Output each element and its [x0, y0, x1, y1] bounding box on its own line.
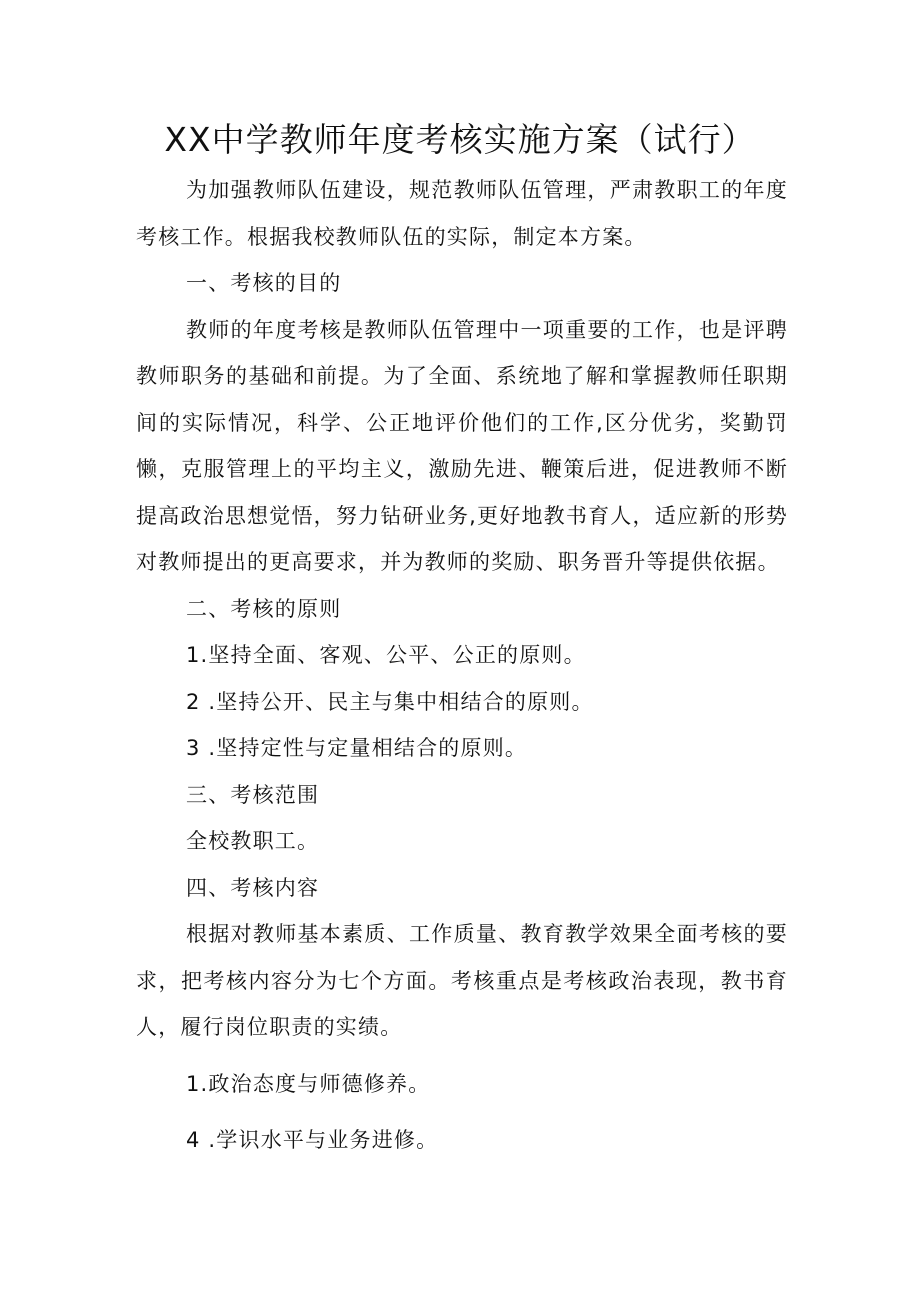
purpose-paragraph: 教师的年度考核是教师队伍管理中一项重要的工作，也是评聘教师职务的基础和前提。为了全面、系统地了解和掌握教师任职期间的实际情况，科学、公正地评价他们的工作,区分优劣，奖勤罚懒，克服管理上的平均主义，激励先进、鞭策后进，促进教师不断提高政治思想觉悟，努力钻研业务,更好地教书育人，适应新的形势对教师提出的更高要求，并为教师的奖励、职务晋升等提供依据。	[136, 317, 788, 574]
paragraph-spacer	[136, 1107, 788, 1117]
principle-item: 3 .坚持定性与定量相结合的原则。	[186, 736, 528, 760]
content-paragraph: 根据对教师基本素质、工作质量、教育教学效果全面考核的要求，把考核内容分为七个方面。考核重点是考核政治表现，教书育人，履行岗位职责的实绩。	[136, 922, 788, 1039]
intro-paragraph: 为加强教师队伍建设，规范教师队伍管理，严肃教职工的年度考核工作。根据我校教师队伍的实际，制定本方案。	[136, 178, 788, 249]
principle-item: 1.坚持全面、客观、公平、公正的原则。	[186, 643, 586, 667]
section-heading-content: 四、考核内容	[186, 875, 320, 900]
section-heading-purpose: 一、考核的目的	[186, 271, 342, 295]
principle-item: 2 .坚持公开、民主与集中相结合的原则。	[186, 689, 594, 714]
scope-text: 全校教职工。	[186, 829, 320, 853]
section-heading-principles: 二、考核的原则	[186, 596, 342, 621]
document-title: XX中学教师年度考核实施方案（试行）	[164, 120, 756, 159]
paragraph-spacer	[136, 1051, 788, 1061]
content-item: 4 .学识水平与业务进修。	[186, 1128, 439, 1152]
content-item: 1.政治态度与师德修养。	[186, 1071, 431, 1096]
document-body	[136, 167, 788, 1164]
section-heading-scope: 三、考核范围	[186, 782, 320, 807]
